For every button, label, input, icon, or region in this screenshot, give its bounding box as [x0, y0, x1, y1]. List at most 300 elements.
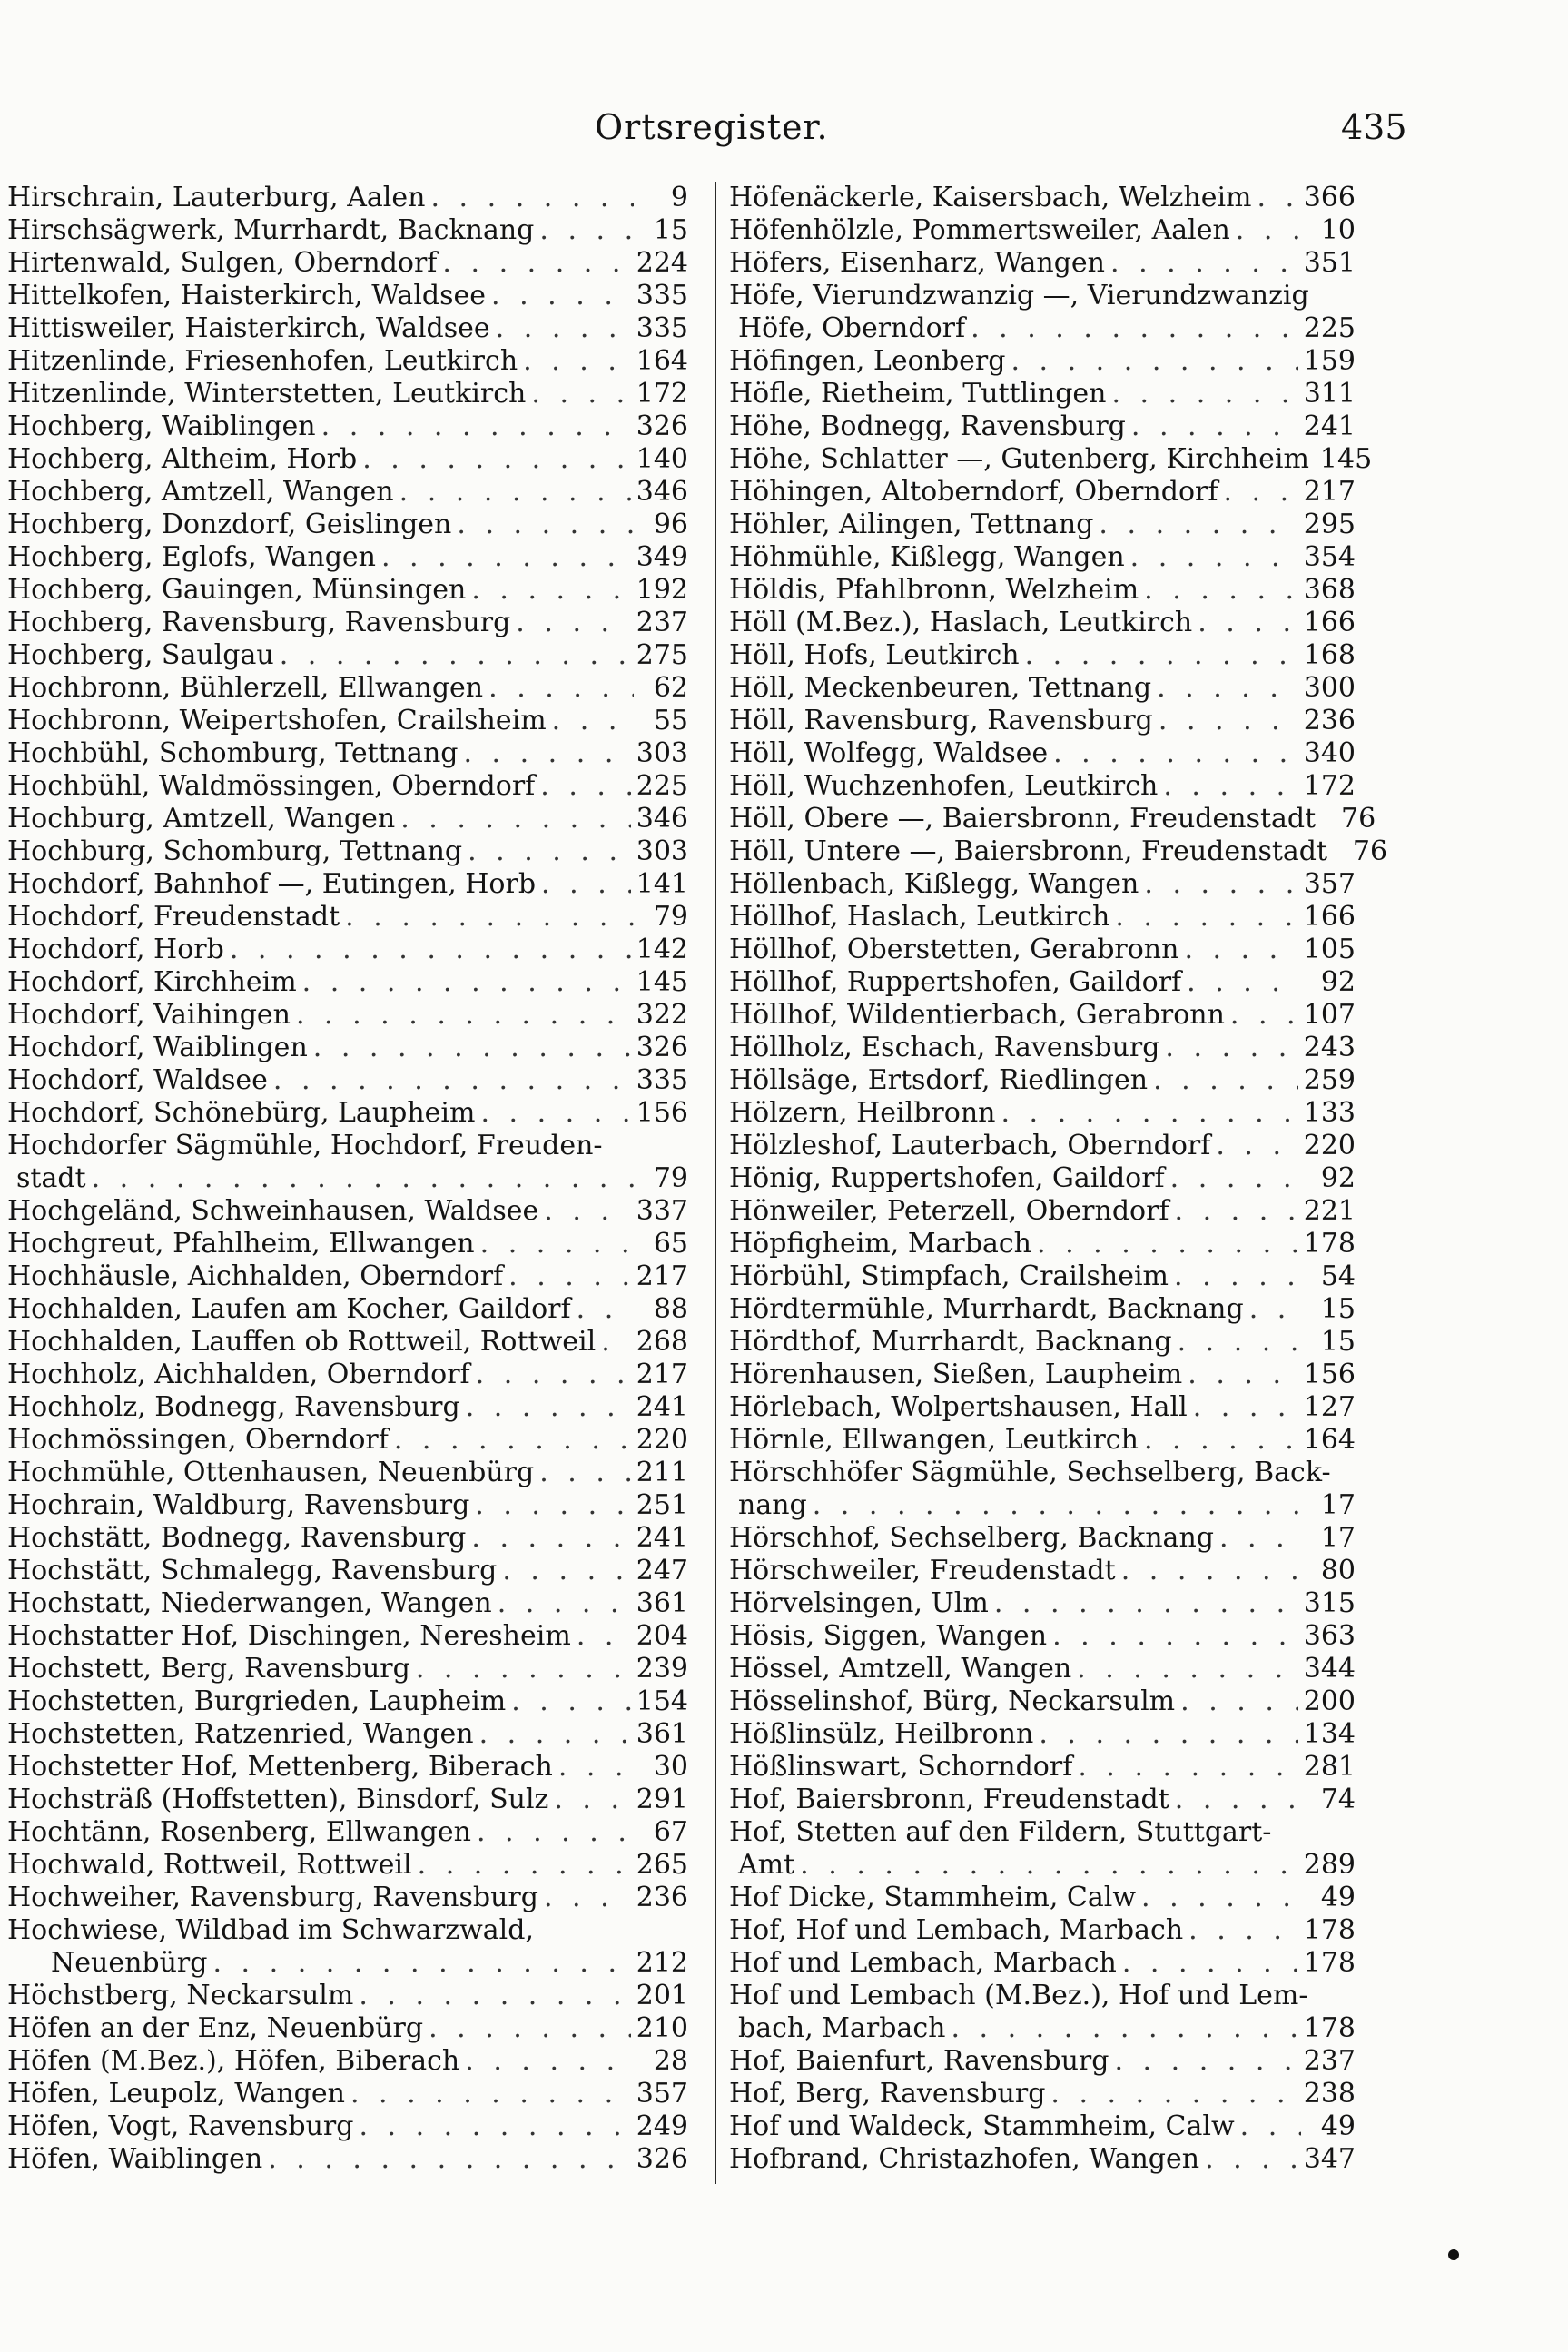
index-entry: [729, 1980, 1356, 2012]
index-entry: [729, 835, 1388, 868]
dot-leader: [1122, 1947, 1298, 1980]
dot-leader: [1153, 1064, 1298, 1097]
dot-leader: [313, 1032, 631, 1064]
index-entry: [7, 770, 688, 803]
index-entry: [729, 574, 1356, 607]
entry-name: Höll, Wolfegg, Waldsee: [729, 737, 1049, 769]
entry-name: Hochstett, Berg, Ravensburg: [7, 1653, 410, 1685]
dot-leader: [544, 1882, 631, 1914]
entry-name: Höfle, Rietheim, Tuttlingen: [729, 378, 1107, 410]
dot-leader: [480, 1097, 630, 1130]
entry-page: 154: [636, 1685, 688, 1717]
entry-name: Hölzern, Heilbronn: [729, 1097, 996, 1129]
entry-name: Hochmühle, Ottenhausen, Neuenbürg: [7, 1457, 535, 1488]
entry-name: Hochberg, Saulgau: [7, 639, 274, 671]
index-entry: [729, 214, 1356, 247]
entry-page: 200: [1303, 1685, 1356, 1717]
dot-leader: [951, 2012, 1297, 2045]
index-entry: [729, 312, 1356, 345]
running-title: Ortsregister.: [595, 107, 829, 147]
entry-name: Hördtermühle, Murrhardt, Backnang: [729, 1293, 1244, 1325]
index-entry: [7, 214, 688, 247]
entry-name: Hochgreut, Pfahlheim, Ellwangen: [7, 1228, 475, 1260]
entry-page: 268: [636, 1326, 688, 1358]
dot-leader: [359, 2110, 630, 2143]
entry-name: Hörvelsingen, Ulm: [729, 1587, 989, 1619]
index-entry: [7, 345, 688, 378]
entry-page: 178: [1303, 2012, 1356, 2044]
index-entry: [7, 1195, 688, 1228]
entry-page: 156: [636, 1097, 688, 1129]
index-entry: [729, 247, 1356, 280]
entry-name: Hochbühl, Schomburg, Tettnang: [7, 737, 459, 769]
index-entry: [729, 410, 1356, 443]
entry-page: 166: [1303, 901, 1356, 933]
dot-leader: [345, 901, 634, 934]
index-entry: [729, 1424, 1356, 1457]
index-entry: [7, 541, 688, 574]
entry-page: 164: [636, 345, 688, 377]
index-entry: [7, 410, 688, 443]
entry-name: Hittelkofen, Haisterkirch, Waldsee: [7, 280, 487, 311]
entry-name: Hochdorf, Schönebürg, Laupheim: [7, 1097, 476, 1129]
dot-leader: [394, 1424, 631, 1457]
dot-leader: [1111, 378, 1297, 410]
index-entry: [7, 934, 688, 966]
dot-leader: [1170, 1162, 1301, 1195]
dot-leader: [430, 182, 634, 214]
entry-name: Höfe, Oberndorf: [738, 312, 966, 344]
entry-name: Hitzenlinde, Friesenhofen, Leutkirch: [7, 345, 518, 377]
dot-leader: [350, 2078, 631, 2110]
entry-name: Hochstetten, Ratzenried, Wangen: [7, 1718, 474, 1750]
index-entry: [729, 2143, 1356, 2176]
index-entry: [7, 1620, 688, 1653]
right-index-column: [729, 182, 1388, 2176]
index-entry: [729, 1718, 1356, 1751]
dot-leader: [1216, 1130, 1297, 1162]
dot-leader: [1099, 509, 1297, 541]
index-entry: [7, 1457, 688, 1489]
dot-leader: [1223, 476, 1297, 509]
index-entry: [7, 1391, 688, 1424]
entry-name: Höfen, Waiblingen: [7, 2143, 263, 2175]
entry-name: Hochbühl, Waldmössingen, Oberndorf: [7, 770, 536, 802]
entry-page: 303: [636, 737, 688, 769]
entry-page: 236: [636, 1882, 688, 1913]
entry-page: 346: [636, 476, 688, 508]
index-entry: [729, 1653, 1356, 1685]
index-entry: [729, 803, 1376, 835]
index-entry: [729, 443, 1373, 476]
dot-leader: [577, 1620, 631, 1653]
entry-name: Höfen an der Enz, Neuenbürg: [7, 2012, 424, 2044]
entry-name: Höfingen, Leonberg: [729, 345, 1006, 377]
index-entry: [729, 1784, 1356, 1816]
entry-name: Hof, Stetten auf den Fildern, Stuttgart-: [729, 1816, 1272, 1848]
index-entry: [729, 2012, 1356, 2045]
index-entry: [7, 1522, 688, 1555]
dot-leader: [480, 1228, 634, 1260]
dot-leader: [1165, 1032, 1297, 1064]
index-entry: [729, 1359, 1356, 1391]
index-entry: [7, 868, 688, 901]
index-entry: [729, 1097, 1356, 1130]
entry-page: 220: [1303, 1130, 1356, 1161]
entry-page: 140: [636, 443, 688, 475]
dot-leader: [429, 2012, 631, 2045]
dot-leader: [1114, 2045, 1297, 2078]
index-entry: [7, 1784, 688, 1816]
entry-page: 340: [1303, 737, 1356, 769]
entry-name: Hof und Lembach, Marbach: [729, 1947, 1117, 1979]
entry-page: 249: [636, 2110, 688, 2142]
entry-page: 127: [1303, 1391, 1356, 1423]
entry-name: Hof, Hof und Lembach, Marbach: [729, 1914, 1184, 1946]
index-entry: [7, 1555, 688, 1587]
entry-page: 347: [1303, 2143, 1356, 2175]
dot-leader: [463, 737, 630, 770]
entry-page: 237: [636, 607, 688, 638]
entry-name: Hochrain, Waldburg, Ravensburg: [7, 1489, 470, 1521]
entry-name: Hochberg, Ravensburg, Ravensburg: [7, 607, 511, 638]
dot-leader: [230, 934, 631, 966]
entry-page: 357: [636, 2078, 688, 2110]
entry-page: 15: [1320, 1326, 1356, 1358]
entry-page: 62: [653, 672, 688, 704]
dot-leader: [800, 1849, 1298, 1882]
index-entry: [729, 737, 1356, 770]
dot-leader: [457, 509, 634, 541]
entry-name: Hößlinswart, Schorndorf: [729, 1751, 1073, 1783]
entry-page: 289: [1303, 1849, 1356, 1881]
dot-leader: [1141, 1882, 1301, 1914]
entry-page: 326: [636, 410, 688, 442]
index-entry: [729, 1064, 1356, 1097]
dot-leader: [498, 1587, 631, 1620]
entry-name: Hof und Waldeck, Stammheim, Calw: [729, 2110, 1235, 2142]
entry-page: 243: [1303, 1032, 1356, 1063]
entry-page: 30: [653, 1751, 688, 1783]
dot-leader: [212, 1947, 630, 1980]
dot-leader: [1175, 1195, 1298, 1228]
entry-page: 172: [636, 378, 688, 410]
dot-leader: [540, 770, 630, 803]
ink-dot: [1448, 2249, 1459, 2260]
entry-page: 300: [1303, 672, 1356, 704]
dot-leader: [416, 1653, 631, 1685]
index-entry: [729, 1620, 1356, 1653]
index-entry: [7, 2143, 688, 2176]
index-entry: [729, 1914, 1356, 1947]
index-entry: [729, 476, 1356, 509]
index-entry: [7, 2078, 688, 2110]
dot-leader: [468, 835, 631, 868]
entry-name: Hochmössingen, Oberndorf: [7, 1424, 389, 1456]
entry-page: 172: [1303, 770, 1356, 802]
dot-leader: [399, 476, 631, 509]
index-entry: [729, 182, 1356, 214]
dot-leader: [1188, 1359, 1297, 1391]
entry-name: Hölzleshof, Lauterbach, Oberndorf: [729, 1130, 1211, 1161]
column-divider: [715, 182, 716, 2184]
entry-page: 346: [636, 803, 688, 835]
entry-name: Hochhäusle, Aichhalden, Oberndorf: [7, 1260, 504, 1292]
entry-name: Hochdorf, Waiblingen: [7, 1032, 308, 1063]
dot-leader: [544, 1195, 630, 1228]
entry-page: 145: [636, 966, 688, 998]
entry-page: 311: [1303, 378, 1356, 410]
index-entry: [7, 1130, 688, 1162]
entry-name: Hof, Baiersbronn, Freudenstadt: [729, 1784, 1169, 1815]
index-entry: [7, 1228, 688, 1260]
entry-name: Hochstatter Hof, Dischingen, Neresheim: [7, 1620, 571, 1652]
dot-leader: [1175, 1784, 1301, 1816]
index-entry: [729, 1587, 1356, 1620]
index-entry: [729, 901, 1356, 934]
entry-name: Hochstetten, Burgrieden, Laupheim: [7, 1685, 507, 1717]
dot-leader: [442, 247, 630, 280]
dot-leader: [558, 1751, 634, 1784]
entry-page: 15: [1320, 1293, 1356, 1325]
entry-page: 49: [1320, 2110, 1356, 2142]
dot-leader: [273, 1064, 631, 1097]
entry-name: Höllholz, Eschach, Ravensburg: [729, 1032, 1160, 1063]
index-entry: [729, 1326, 1356, 1359]
entry-name: Höll, Wuchzenhofen, Leutkirch: [729, 770, 1159, 802]
entry-name: Hochberg, Eglofs, Wangen: [7, 541, 376, 573]
dot-leader: [1236, 214, 1301, 247]
entry-name: Hof und Lembach (M.Bez.), Hof und Lem-: [729, 1980, 1308, 2011]
entry-page: 76: [1352, 835, 1388, 867]
entry-name: Höllsäge, Ertsdorf, Riedlingen: [729, 1064, 1149, 1096]
entry-name: Hössel, Amtzell, Wangen: [729, 1653, 1072, 1685]
dot-leader: [491, 280, 631, 312]
entry-name: stadt: [16, 1162, 86, 1194]
index-entry: [7, 247, 688, 280]
entry-page: 281: [1303, 1751, 1356, 1783]
dot-leader: [1052, 1620, 1298, 1653]
entry-page: 134: [1303, 1718, 1356, 1750]
index-entry: [729, 1947, 1356, 1980]
index-entry: [7, 1293, 688, 1326]
index-entry: [729, 2110, 1356, 2143]
dot-leader: [813, 1489, 1301, 1522]
dot-leader: [1131, 410, 1298, 443]
entry-page: 65: [653, 1228, 688, 1260]
entry-page: 67: [653, 1816, 688, 1848]
entry-page: 156: [1303, 1359, 1356, 1390]
dot-leader: [471, 574, 630, 607]
entry-page: 15: [653, 214, 688, 246]
entry-name: Höllhof, Wildentierbach, Gerabronn: [729, 999, 1225, 1031]
index-entry: [7, 999, 688, 1032]
index-entry: [729, 1130, 1356, 1162]
dot-leader: [577, 1293, 634, 1326]
entry-page: 241: [636, 1391, 688, 1423]
dot-leader: [475, 1489, 630, 1522]
entry-name: Höfen, Vogt, Ravensburg: [7, 2110, 354, 2142]
entry-page: 291: [636, 1784, 688, 1815]
dot-leader: [1188, 1914, 1298, 1947]
index-entry: [729, 934, 1356, 966]
entry-page: 368: [1303, 574, 1356, 606]
entry-page: 17: [1320, 1522, 1356, 1554]
index-entry: [7, 639, 688, 672]
entry-page: 92: [1320, 966, 1356, 998]
entry-page: 178: [1303, 1914, 1356, 1946]
entry-name: Hochstätt, Schmalegg, Ravensburg: [7, 1555, 498, 1586]
entry-page: 212: [636, 1947, 688, 1979]
entry-page: 241: [636, 1522, 688, 1554]
dot-leader: [381, 541, 631, 574]
index-entry: [729, 2045, 1356, 2078]
dot-leader: [1159, 705, 1298, 737]
entry-page: 335: [636, 312, 688, 344]
index-entry: [729, 1882, 1356, 1914]
entry-page: 349: [636, 541, 688, 573]
entry-page: 10: [1320, 214, 1356, 246]
dot-leader: [1174, 1260, 1301, 1293]
entry-name: Hönweiler, Peterzell, Oberndorf: [729, 1195, 1169, 1227]
entry-name: Hörnle, Ellwangen, Leutkirch: [729, 1424, 1139, 1456]
dot-leader: [1144, 574, 1298, 607]
entry-name: Hochbronn, Bühlerzell, Ellwangen: [7, 672, 484, 704]
index-entry: [729, 1293, 1356, 1326]
entry-page: 220: [636, 1424, 688, 1456]
entry-name: Höllenbach, Kißlegg, Wangen: [729, 868, 1139, 900]
entry-page: 145: [1319, 443, 1373, 475]
entry-name: Hochstätt, Bodnegg, Ravensburg: [7, 1522, 467, 1554]
dot-leader: [302, 966, 631, 999]
entry-name: Hochdorfer Sägmühle, Hochdorf, Freuden-: [7, 1130, 603, 1161]
entry-name: Hochweiher, Ravensburg, Ravensburg: [7, 1882, 538, 1913]
entry-name: Hochdorf, Kirchheim: [7, 966, 297, 998]
entry-page: 54: [1320, 1260, 1356, 1292]
dot-leader: [1121, 1555, 1301, 1587]
index-entry: [729, 1162, 1356, 1195]
dot-leader: [280, 639, 631, 672]
dot-leader: [1198, 607, 1298, 639]
index-entry: [7, 280, 688, 312]
index-entry: [729, 639, 1356, 672]
entry-name: Hochsträß (Hoffstetten), Binsdorf, Sulz: [7, 1784, 549, 1815]
entry-name: Höfenhölzle, Pommertsweiler, Aalen: [729, 214, 1230, 246]
entry-name: Hochgeländ, Schweinhausen, Waldsee: [7, 1195, 539, 1227]
entry-page: 335: [636, 280, 688, 311]
entry-page: 322: [636, 999, 688, 1031]
dot-leader: [418, 1849, 631, 1882]
entry-page: 201: [636, 1980, 688, 2011]
entry-name: Höhe, Bodnegg, Ravensburg: [729, 410, 1126, 442]
entry-name: Hochstetter Hof, Mettenberg, Biberach: [7, 1751, 553, 1783]
dot-leader: [1178, 1326, 1301, 1359]
index-entry: [729, 607, 1356, 639]
index-entry: [7, 1587, 688, 1620]
entry-name: Höldis, Pfahlbronn, Welzheim: [729, 574, 1139, 606]
entry-page: 178: [1303, 1228, 1356, 1260]
entry-name: Hirschsägwerk, Murrhardt, Backnang: [7, 214, 535, 246]
dot-leader: [471, 1522, 630, 1555]
entry-page: 80: [1320, 1555, 1356, 1586]
entry-page: 326: [636, 1032, 688, 1063]
index-entry: [7, 378, 688, 410]
entry-name: Hochberg, Amtzell, Wangen: [7, 476, 394, 508]
dot-leader: [477, 1816, 634, 1849]
index-entry: [729, 672, 1356, 705]
index-entry: [729, 1195, 1356, 1228]
dot-leader: [1157, 672, 1298, 705]
entry-name: Höll, Untere —, Baiersbronn, Freudenstadt: [729, 835, 1328, 867]
entry-name: Hof, Baienfurt, Ravensburg: [729, 2045, 1109, 2077]
entry-page: 221: [1303, 1195, 1356, 1227]
entry-name: Hochhalden, Laufen am Kocher, Gaildorf: [7, 1293, 571, 1325]
entry-name: Höfen (M.Bez.), Höfen, Biberach: [7, 2045, 460, 2077]
entry-name: Hochtänn, Rosenberg, Ellwangen: [7, 1816, 471, 1848]
index-entry: [729, 966, 1356, 999]
entry-page: 236: [1303, 705, 1356, 736]
dot-leader: [554, 1784, 630, 1816]
index-entry: [729, 1816, 1356, 1849]
index-entry: [7, 509, 688, 541]
entry-name: Hörenhausen, Sießen, Laupheim: [729, 1359, 1183, 1390]
index-entry: [7, 705, 688, 737]
dot-leader: [531, 378, 630, 410]
entry-page: 166: [1303, 607, 1356, 638]
dot-leader: [92, 1162, 634, 1195]
index-entry: [729, 2078, 1356, 2110]
entry-name: Höllhof, Ruppertshofen, Gaildorf: [729, 966, 1182, 998]
entry-name: Hochberg, Altheim, Horb: [7, 443, 358, 475]
entry-page: 55: [653, 705, 688, 736]
entry-name: Hirschrain, Lauterburg, Aalen: [7, 182, 426, 213]
entry-name: Hochberg, Donzdorf, Geislingen: [7, 509, 452, 540]
entry-page: 79: [653, 901, 688, 933]
entry-page: 357: [1303, 868, 1356, 900]
entry-page: 241: [1303, 410, 1356, 442]
entry-name: Hörlebach, Wolpertshausen, Hall: [729, 1391, 1188, 1423]
index-entry: [7, 1162, 688, 1195]
index-entry: [7, 1032, 688, 1064]
dot-leader: [1039, 1718, 1297, 1751]
index-entry: [729, 1457, 1356, 1489]
entry-name: Hochburg, Schomburg, Tettnang: [7, 835, 463, 867]
entry-page: 351: [1303, 247, 1356, 279]
entry-name: Hörschweiler, Freudenstadt: [729, 1555, 1116, 1586]
entry-name: Hörbühl, Stimpfach, Crailsheim: [729, 1260, 1169, 1292]
entry-name: Höll, Meckenbeuren, Tettnang: [729, 672, 1152, 704]
index-entry: [7, 1816, 688, 1849]
index-entry: [729, 1751, 1356, 1784]
entry-page: 178: [1303, 1947, 1356, 1979]
entry-name: Amt: [738, 1849, 795, 1881]
dot-leader: [511, 1685, 631, 1718]
index-entry: [729, 1260, 1356, 1293]
dot-leader: [1193, 1391, 1298, 1424]
index-entry: [7, 1718, 688, 1751]
index-entry: [729, 509, 1356, 541]
index-entry: [7, 312, 688, 345]
entry-name: Hofbrand, Christazhofen, Wangen: [729, 2143, 1200, 2175]
index-entry: [7, 2012, 688, 2045]
index-entry: [7, 1653, 688, 1685]
entry-page: 354: [1303, 541, 1356, 573]
dot-leader: [1205, 2143, 1298, 2176]
entry-page: 105: [1303, 934, 1356, 965]
entry-name: Höllhof, Oberstetten, Gerabronn: [729, 934, 1179, 965]
dot-leader: [488, 672, 634, 705]
dot-leader: [321, 410, 631, 443]
